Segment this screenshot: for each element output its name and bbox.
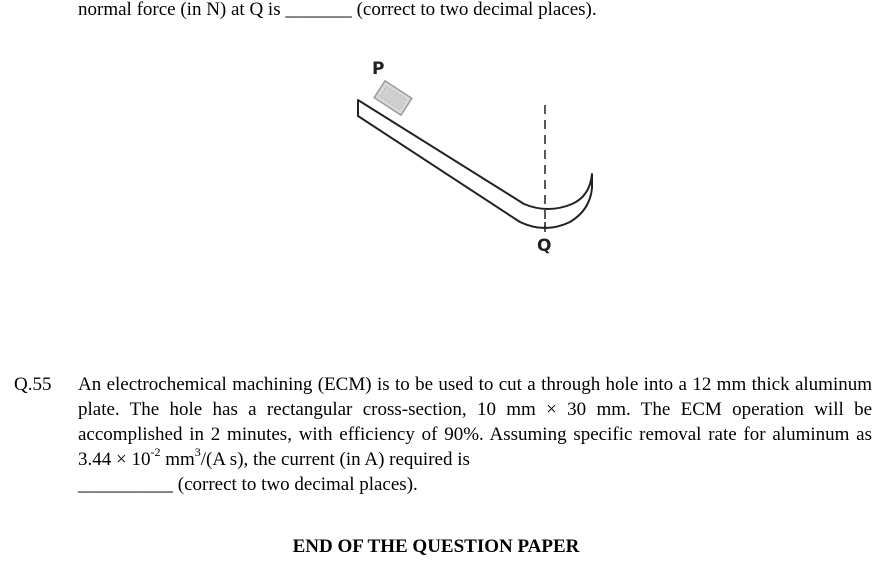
question-text-main: An electrochemical machining (ECM) is to be used to cut a through hole into a 12 mm thick aluminum plate. The hole has a rectangular cross-section, 10 mm × 30 mm. The ECM operation will be accomplished in 2 minutes, with efficiency of 90%. Assuming specific removal rate for aluminum as 3.44 × 10 — [78, 374, 872, 470]
question-answer-line: __________ (correct to two decimal places). — [78, 474, 418, 495]
question-body — [78, 372, 872, 497]
incline-track-diagram — [340, 50, 620, 260]
end-of-paper — [0, 534, 872, 559]
exponent-neg2: -2 — [150, 444, 161, 459]
end-of-paper-text: END OF THE QUESTION PAPER — [292, 536, 580, 557]
question-text — [78, 372, 872, 472]
label-q: Q — [537, 236, 552, 256]
track-outline — [358, 100, 592, 228]
previous-question-tail: normal force (in N) at Q is _______ (correct to two decimal places). — [78, 0, 597, 20]
label-p: P — [372, 59, 385, 79]
question-number: Q.55 — [14, 374, 52, 395]
block-p — [374, 81, 412, 115]
question-text-mid: mm — [160, 449, 195, 470]
question-text-after: /(A s), the current (in A) required is — [200, 449, 470, 470]
exponent-3: 3 — [194, 444, 201, 459]
incline-figure — [340, 50, 620, 260]
